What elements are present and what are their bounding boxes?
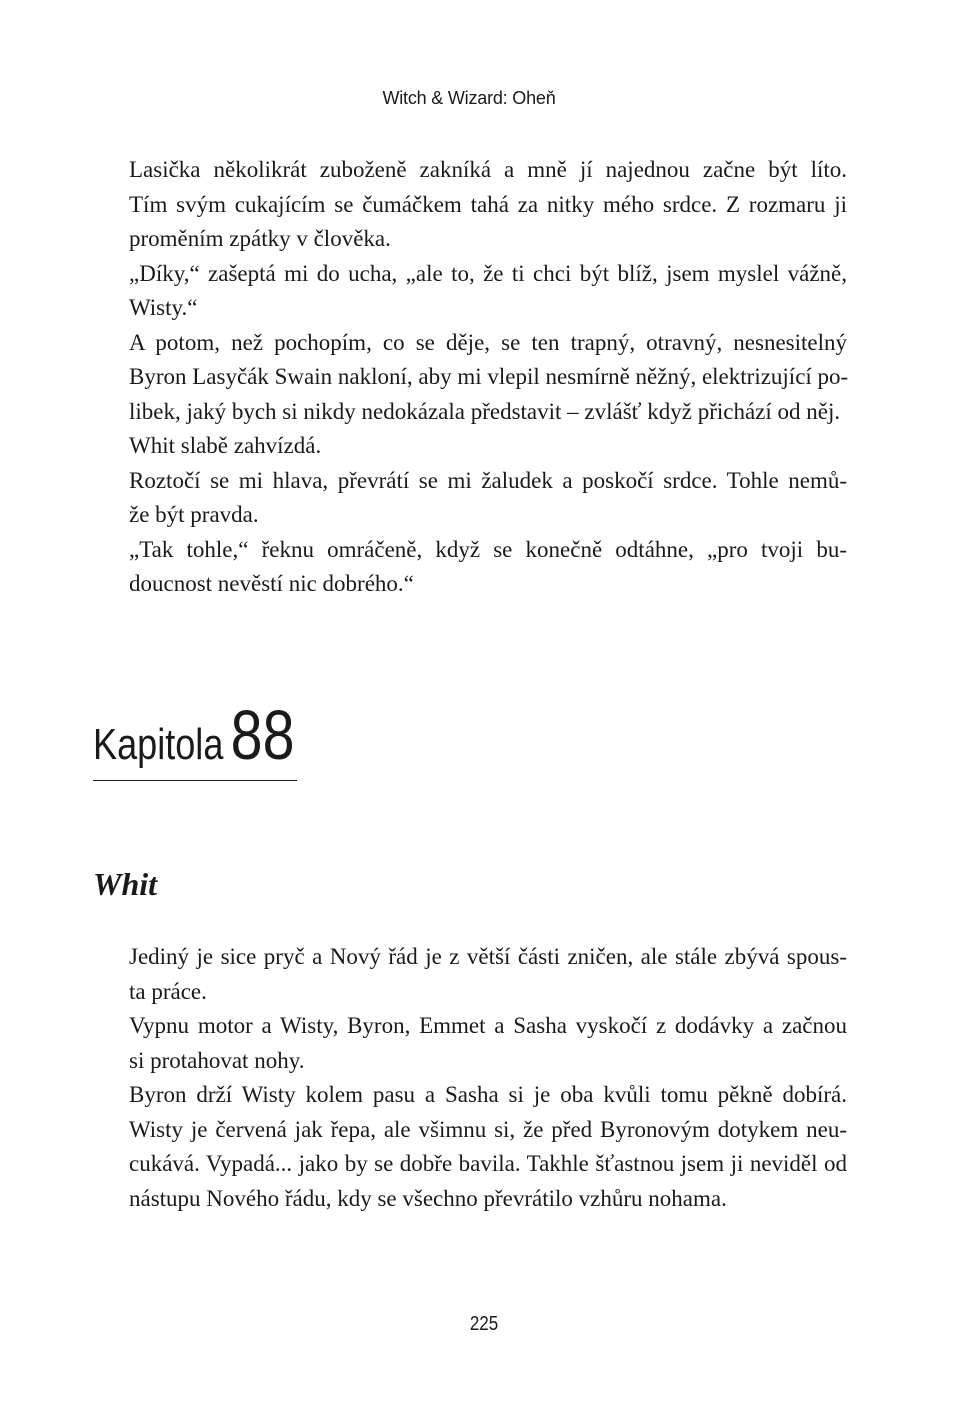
text-line: „Díky,“ zašeptá mi do ucha, „ale to, že ti chci být blíž, jsem myslel vážně,: [129, 260, 847, 286]
paragraph: [93, 257, 847, 326]
chapter-heading: [93, 695, 295, 775]
text-line: doucnost nevěstí nic dobrého.“: [129, 571, 414, 596]
text-line: Wisty.“: [129, 295, 198, 320]
text-line: nástupu Nového řádu, kdy se všechno převrátilo vzhůru nohama.: [129, 1185, 727, 1211]
chapter-underline: [93, 780, 297, 781]
text-line: ta práce.: [129, 978, 207, 1004]
text-line: Tím svým cukajícím se čumáčkem tahá za nitky mého srdce. Z rozmaru ji: [129, 191, 847, 217]
chapter-word: Kapitola: [93, 720, 224, 769]
text-line: cukává. Vypadá... jako by se dobře bavila. Takhle šťastnou jsem ji neviděl od: [129, 1151, 847, 1176]
page-number: 225: [469, 1313, 499, 1335]
text-line: že být pravda.: [129, 502, 259, 527]
text-line: „Tak tohle,“ řeknu omráčeně, když se konečně odtáhne, „pro tvoji bu-: [129, 536, 847, 562]
text-block-before-chapter: [93, 153, 847, 602]
text-line: libek, jaký bych si nikdy nedokázala představit – zvlášť když přichází od něj.: [129, 398, 841, 424]
text-line: si protahovat nohy.: [129, 1047, 305, 1073]
narrator-heading: Whit: [93, 866, 158, 902]
chapter-number: 88: [230, 696, 295, 774]
paragraph: [93, 1078, 847, 1216]
text-line: Jediný je sice pryč a Nový řád je z větší části zničen, ale stále zbývá spous-: [129, 944, 847, 969]
text-line: Byron drží Wisty kolem pasu a Sasha si je oba kvůli tomu pěkně dobírá.: [129, 1082, 847, 1107]
text-line: Whit slabě zahvízdá.: [129, 433, 322, 458]
text-line: Wisty je červená jak řepa, ale všimnu si, že před Byronovým dotykem neu-: [129, 1116, 847, 1142]
text-line: Vypnu motor a Wisty, Byron, Emmet a Sasha vyskočí z dodávky a začnou: [129, 1013, 847, 1038]
paragraph: [93, 1009, 847, 1078]
text-line: Byron Lasyčák Swain nakloní, aby mi vlepil nesmírně něžný, elektrizující po-: [129, 364, 849, 389]
paragraph: [93, 940, 847, 1009]
text-line: Roztočí se mi hlava, převrátí se mi žaludek a poskočí srdce. Tohle nemů-: [129, 467, 847, 493]
text-line: A potom, než pochopím, co se děje, se ten trapný, otravný, nesnesitelný: [129, 329, 847, 355]
text-block-chapter-88: [93, 940, 847, 1216]
paragraph: [93, 153, 847, 257]
paragraph: [93, 429, 847, 464]
paragraph: [93, 326, 847, 430]
text-line: Lasička několikrát zuboženě zakníká a mně jí najednou začne být líto.: [129, 157, 847, 182]
paragraph: [93, 533, 847, 602]
paragraph: [93, 464, 847, 533]
text-line: proměním zpátky v člověka.: [129, 226, 391, 251]
running-header: Witch & Wizard: Oheň: [382, 88, 556, 108]
